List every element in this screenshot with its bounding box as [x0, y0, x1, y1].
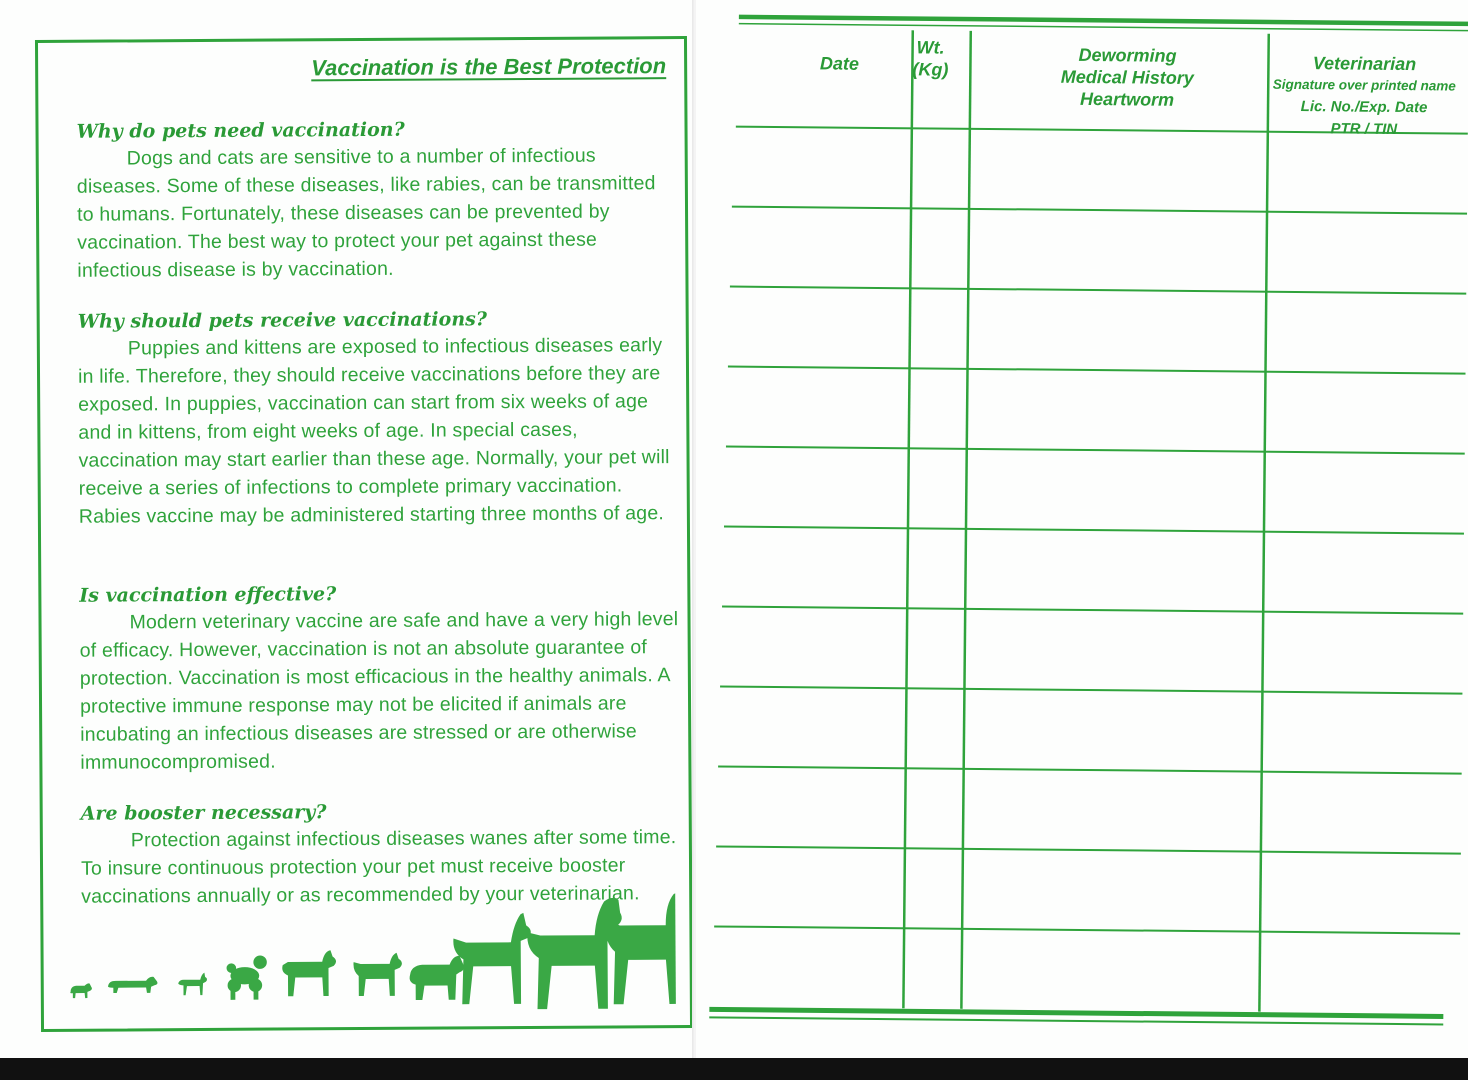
- table-row-line: [730, 287, 1466, 294]
- section-paragraph: Protection against infectious diseases wanes after some time. To insure continuous protection your pet must receive booster vaccinations annually or as recommended by your veterinarian.: [80, 826, 677, 908]
- column-divider: [1259, 34, 1268, 1012]
- table-row-line: [724, 527, 1464, 534]
- dog-silhouettes-illustration: [65, 889, 676, 1013]
- weight-label: Wt.: [916, 37, 945, 58]
- dog-icon: [453, 913, 531, 1004]
- left-page: [0, 0, 694, 1058]
- page-title: Vaccination is the Best Protection: [311, 53, 667, 81]
- table-row-line: [714, 926, 1460, 933]
- dog-icon: [282, 950, 336, 996]
- dog-icon: [409, 956, 464, 1000]
- table-row-line: [718, 766, 1462, 773]
- question-heading: Are booster necessary?: [80, 801, 327, 825]
- info-frame: [35, 36, 693, 1032]
- table-row-line: [728, 367, 1466, 374]
- question-heading: Why should pets receive vaccinations?: [77, 308, 488, 333]
- table-row-line: [726, 447, 1465, 454]
- dog-icon: [527, 898, 622, 1009]
- right-page: [696, 0, 1468, 1058]
- table-row-line: [716, 846, 1461, 853]
- table-grid: [703, 14, 1468, 1041]
- dog-icon: [226, 955, 267, 999]
- dog-icon: [108, 977, 158, 993]
- section-paragraph: Dogs and cats are sensitive to a number of infectious diseases. Some of these diseases, like rabies, can be transmitted to humans. Fortunately, these diseases can be prevented by vaccination. The best way to protect your pet against these infectious disease is by vaccination.: [76, 144, 656, 282]
- heartworm-label: Heartworm: [1080, 88, 1175, 110]
- table-row-line: [732, 207, 1467, 214]
- vaccination-record-table: [703, 14, 1468, 1041]
- table-bottom-border: [709, 1009, 1443, 1016]
- col-header-date: Date: [819, 53, 860, 74]
- col-header-veterinarian: [1260, 52, 1468, 142]
- column-divider: [903, 30, 912, 1008]
- column-divider: [961, 31, 970, 1009]
- veterinarian-label: Veterinarian: [1312, 53, 1417, 75]
- section-paragraph: Modern veterinary vaccine are safe and have a very high level of efficacy. However, vaccination is not an absolute guarantee of protection. Vaccination is most efficacious in the healthy animals. A protective immune response may not be elicited if animals are incubating an infectious diseases are stressed or are otherwise immunocompromised.: [79, 608, 679, 774]
- section-paragraph: Puppies and kittens are exposed to infectious diseases early in life. Therefore, they should receive vaccinations before they are exposed. In puppies, vaccination can start from six weeks of age and in kittens, from eight weeks of age. In special cases, vaccination may start earlier than these age. Normally, your pet will receive a series of infections to complete primary vaccination. Rabies vaccine may be administered starting three months of age.: [77, 334, 670, 528]
- section-why-receive: [78, 307, 679, 531]
- section-effective: [79, 581, 680, 777]
- question-heading: Why do pets need vaccination?: [76, 118, 405, 143]
- medical-history-label: Medical History: [1060, 66, 1194, 89]
- ptr-tin-label: PTR / TIN: [1330, 120, 1398, 138]
- license-label: Lic. No./Exp. Date: [1300, 98, 1428, 117]
- question-heading: Is vaccination effective?: [79, 583, 337, 607]
- dog-icon: [70, 983, 92, 998]
- dog-icon: [353, 953, 402, 996]
- table-row-line: [722, 607, 1463, 614]
- scan-edge: [0, 1058, 1468, 1080]
- weight-unit: (Kg): [912, 59, 949, 80]
- deworming-label: Deworming: [1078, 44, 1177, 66]
- table-top-border: [739, 17, 1468, 24]
- signature-label: Signature over printed name: [1272, 76, 1456, 94]
- section-why-need: [76, 117, 677, 285]
- table-bottom-border-inner: [709, 1017, 1443, 1024]
- col-header-medical: [982, 43, 1273, 112]
- dog-icon: [178, 973, 207, 996]
- table-row-line: [720, 686, 1462, 693]
- col-header-weight: [902, 36, 958, 81]
